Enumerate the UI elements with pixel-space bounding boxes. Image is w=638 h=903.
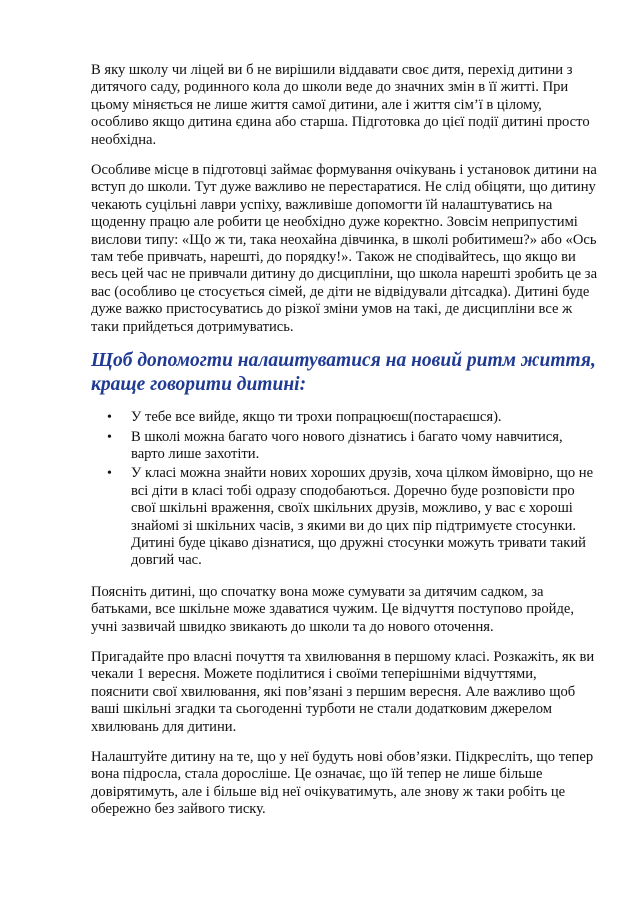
list-item: [107, 409, 598, 426]
paragraph-responsibilities: Налаштуйте дитину на те, що у неї будуть нові обов’язки. Підкресліть, що тепер вона підросла, стала дорослiше. Це означає, що їй тепер не лише більше довірятимуть, але і більше від неї очікуватимуть, але знову ж таки робіть це обережно без зайвого тиску.: [91, 749, 594, 818]
advice-list: [91, 409, 598, 570]
paragraph-explain: Поясніть дитині, що спочатку вона може сумувати за дитячим садком, за батьками, все шкільне може здаватися чужим. Це відчуття поступово пройде, учні зазвичай швидко звикають до школи та до нового оточення.: [91, 583, 575, 635]
list-item-text: У класі можна знайти нових хороших друзів, хоча цілком ймовірно, що не всі діти в класі тобі одразу сподобаються. Доречно буде розповісти про свої шкільні враження, своїх шкільних друзів, можливо, у вас є хороші знайомі зі шкільних часів, з якими ви до цих пір підтримуєте стосунки. Дитині буде цікаво дізнатися, що дружні стосунки можуть тривати такий довгий час.: [131, 465, 594, 569]
list-item-text: У тебе все вийде, якщо ти трохи попрацюєш(постараєшся).: [131, 409, 502, 426]
section-heading: Щоб допомогти налаштуватися на новий ритм життя, краще говорити дитині:: [91, 350, 596, 396]
list-item: [107, 428, 598, 464]
paragraph-remember: Пригадайте про власні почуття та хвилювання в першому класі. Розкажіть, як ви чекали 1 вересня. Можете поділитися і своїми теперішніми відчуттями, пояснити свої хвилювання, які пов’язані з першим вересня. Але важливо щоб ваші шкільні згадки та сьогоденні турботи не стали додатковим джерелом хвилювань для дитини.: [91, 648, 595, 735]
bullet-icon: •: [107, 410, 112, 426]
bullet-icon: •: [107, 429, 112, 445]
list-item-text: В школі можна багато чого нового дізнатись і багато чому навчитися, варто лише захотіти.: [131, 428, 563, 462]
list-item: [107, 465, 598, 569]
paragraph-intro: В яку школу чи ліцей ви б не вирішили віддавати своє дитя, перехід дитини з дитячого саду, родинного кола до школи веде до значних змін в її житті. При цьому міняється не лише життя самої дитини, але і життя сім’ї в цілому, особливо якщо дитина єдина або старша. Підготовка до цієї події дитині просто необхідна.: [91, 62, 590, 148]
bullet-icon: •: [107, 466, 112, 482]
paragraph-expectations: Особливе місце в підготовці займає формування очікувань і установок дитини на вступ до школи. Тут дуже важливо не перестаратися. Не слід обіцяти, що дитину чекають суцільні лаври успіху, важливіше допомогти їй налаштуватись на щоденну працю але робити це необхідно дуже коректно. Зовсім неприпустимі вислови типу: «Що ж ти, така неохайна дівчинка, в школі робитимеш?» або «Ось там тебе привчать, нарешті, до порядку!». Також не сподівайтесь, що якщо ви весь цей час не привчали дитину до дисципліни, що школа нарешті зробить це за вас (особливо це стосується сімей, де діти не відвідували дітсадка). Дитині буде дуже важко пристосуватись до різкої зміни умов на такі, де дисципліни все ж таки прийдеться дотримуватись.: [91, 162, 598, 335]
